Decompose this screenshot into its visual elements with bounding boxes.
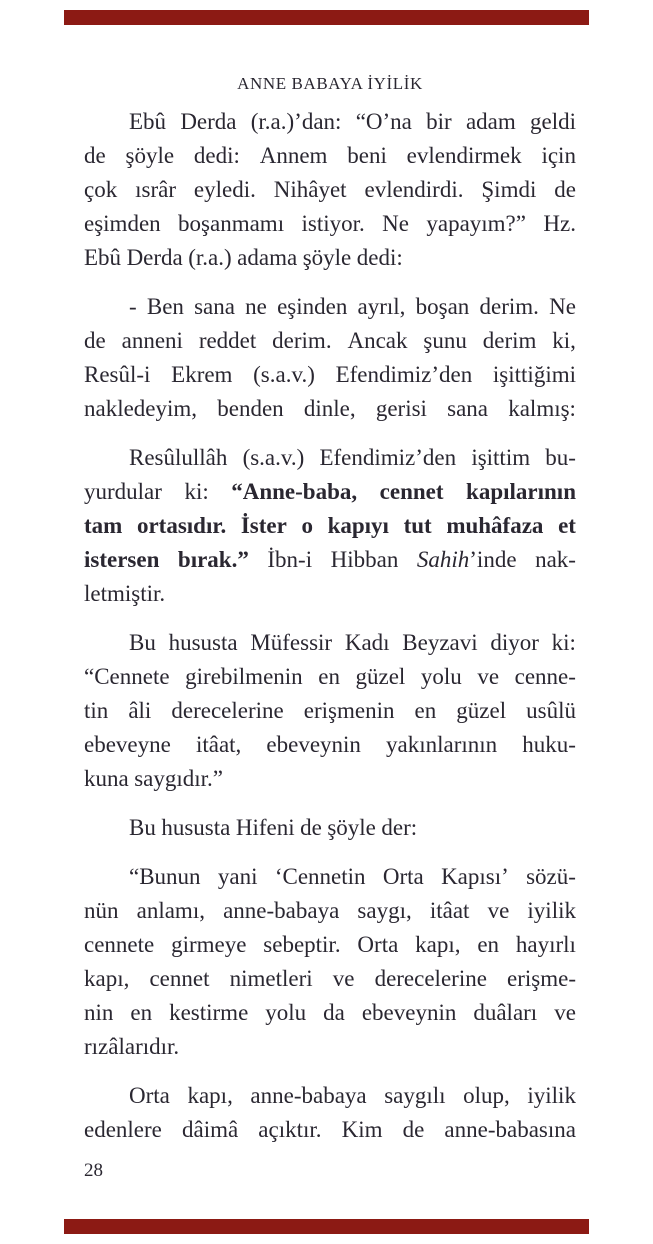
word: geldi xyxy=(530,109,576,134)
word: itâat xyxy=(429,898,470,923)
word: adama xyxy=(237,245,298,270)
word: kestirme xyxy=(169,1000,249,1025)
text-line xyxy=(84,543,576,577)
word: boşan xyxy=(415,294,470,319)
text-line xyxy=(84,139,576,173)
word: de xyxy=(84,143,106,168)
word: “Bunun xyxy=(129,864,201,889)
word: cennet xyxy=(149,966,210,991)
word: “O’na xyxy=(355,109,412,134)
word: Orta xyxy=(382,864,424,889)
word: nimetleri xyxy=(229,966,313,991)
text-line xyxy=(84,762,576,796)
word: Bu xyxy=(129,815,156,840)
word: kapılarının xyxy=(466,479,576,504)
word: rızâlarıdır. xyxy=(84,1034,180,1059)
word: yani xyxy=(217,864,258,889)
word: duâları xyxy=(473,1000,538,1025)
word: kapı, xyxy=(187,1083,233,1108)
text-line xyxy=(84,105,576,139)
word: nün xyxy=(84,898,119,923)
word: (s.a.v.) xyxy=(253,362,315,387)
word: ki, xyxy=(552,328,576,353)
word: hususta xyxy=(168,630,238,655)
word: kapıyı xyxy=(327,513,389,538)
word: girebilmenin xyxy=(185,664,303,689)
word: Kadı xyxy=(344,630,390,655)
word: bir xyxy=(426,109,452,134)
word: dâimâ xyxy=(181,1117,239,1142)
word: erişmenin xyxy=(303,698,395,723)
word: Hifeni xyxy=(235,815,295,840)
text-line xyxy=(84,358,576,392)
word: Derda xyxy=(126,245,183,270)
paragraph xyxy=(84,290,576,426)
text-line xyxy=(84,728,576,762)
word: Orta xyxy=(129,1083,170,1108)
text-line xyxy=(84,1030,576,1064)
word: Hz. xyxy=(543,211,576,236)
text-line xyxy=(84,207,576,241)
word: kalmış: xyxy=(508,396,576,421)
word: bırak.” xyxy=(177,547,249,572)
word: derecelerine xyxy=(374,966,487,991)
word: Orta xyxy=(357,932,399,957)
paragraph xyxy=(84,1079,576,1147)
word: beni xyxy=(347,143,387,168)
word: Annem xyxy=(259,143,328,168)
word: cennet xyxy=(379,479,444,504)
word: anne-babasına xyxy=(444,1117,576,1142)
word: şöyle xyxy=(125,143,175,168)
text-line xyxy=(84,811,576,845)
word: Müfessir xyxy=(250,630,333,655)
word: evlendirmek xyxy=(406,143,522,168)
word: ayrıl, xyxy=(357,294,406,319)
word: dinle, xyxy=(303,396,356,421)
word: Efendimiz’den xyxy=(335,362,473,387)
word: işittiğimi xyxy=(492,362,576,387)
word: ‘Cennetin xyxy=(274,864,366,889)
word: Kim xyxy=(341,1117,383,1142)
word: diyor xyxy=(490,630,539,655)
word: nak- xyxy=(535,547,576,572)
word: muhâfaza xyxy=(446,513,544,538)
text-line xyxy=(84,694,576,728)
word: en xyxy=(477,932,500,957)
text-line xyxy=(84,660,576,694)
word: sebeptir. xyxy=(263,932,341,957)
paragraph xyxy=(84,626,576,796)
text-line xyxy=(84,392,576,426)
word: (s.a.v.) xyxy=(242,445,305,470)
word: tin xyxy=(84,698,109,723)
word: ve xyxy=(332,966,355,991)
word: Resûlullâh xyxy=(129,445,228,470)
text-line xyxy=(84,475,576,509)
word: “Anne-baba, xyxy=(231,479,358,504)
word: kuna xyxy=(84,766,129,791)
text-line xyxy=(84,996,576,1030)
word: ki: xyxy=(551,630,576,655)
word: usûlü xyxy=(526,698,576,723)
word: güzel xyxy=(355,664,406,689)
word: benden xyxy=(217,396,284,421)
word: (r.a.) xyxy=(188,245,232,270)
word: derim. xyxy=(479,294,539,319)
word: anne-babaya xyxy=(223,898,340,923)
word: şunu xyxy=(423,328,467,353)
word: en xyxy=(130,1000,153,1025)
word: Ancak xyxy=(347,328,408,353)
word: Ne xyxy=(549,294,576,319)
word: Beyzavi xyxy=(402,630,478,655)
word: nin xyxy=(84,1000,114,1025)
word: saygıdır.” xyxy=(134,766,224,791)
word: Ben xyxy=(146,294,184,319)
word: anne-babaya xyxy=(250,1083,367,1108)
top-decorative-rule xyxy=(64,10,589,25)
word: şöyle xyxy=(302,245,352,270)
word: ebeveyne xyxy=(84,732,171,757)
word: o xyxy=(301,513,313,538)
word: sana xyxy=(447,396,489,421)
word: kapı, xyxy=(84,966,130,991)
text-line xyxy=(84,509,576,543)
word: (r.a.)’dan: xyxy=(250,109,342,134)
word: yolu xyxy=(265,1000,307,1025)
word: ve xyxy=(477,664,500,689)
word: anneni xyxy=(121,328,183,353)
text-line xyxy=(84,626,576,660)
text-line xyxy=(84,577,576,611)
word: erişme- xyxy=(507,966,576,991)
text-line xyxy=(84,324,576,358)
word: ve xyxy=(554,1000,576,1025)
text-line xyxy=(84,441,576,475)
text-line xyxy=(84,860,576,894)
word: de xyxy=(402,1117,425,1142)
paragraph xyxy=(84,441,576,611)
paragraph xyxy=(84,105,576,275)
word: dedi: xyxy=(356,245,403,270)
word: İbn-i xyxy=(267,547,313,572)
word: Ebû xyxy=(129,109,167,134)
word: Nihâyet xyxy=(273,177,347,202)
word: Efendimiz’den xyxy=(319,445,457,470)
word: hayırlı xyxy=(515,932,576,957)
word: açıktır. xyxy=(258,1117,322,1142)
word: için xyxy=(541,143,576,168)
paragraph xyxy=(84,811,576,845)
word: güzel xyxy=(456,698,507,723)
paragraph xyxy=(84,860,576,1064)
chapter-title: ANNE BABAYA İYİLİK xyxy=(237,74,423,93)
word: cenne- xyxy=(514,664,576,689)
bottom-decorative-rule xyxy=(64,1219,589,1234)
word: Ne xyxy=(382,211,409,236)
text-line xyxy=(84,290,576,324)
word: kapı, xyxy=(415,932,461,957)
word: Ebû xyxy=(84,245,122,270)
word: der: xyxy=(381,815,418,840)
word: eyledi. xyxy=(193,177,256,202)
word: Sahih’inde xyxy=(416,547,517,572)
word: de xyxy=(554,177,576,202)
text-line xyxy=(84,1079,576,1113)
text-line xyxy=(84,173,576,207)
word: saygılı xyxy=(384,1083,446,1108)
word: ne xyxy=(245,294,267,319)
word: işittim xyxy=(471,445,531,470)
text-line xyxy=(84,241,576,275)
word: anlamı, xyxy=(136,898,205,923)
word: Şimdi xyxy=(481,177,537,202)
word: cennete xyxy=(84,932,155,957)
word: letmiştir. xyxy=(84,581,166,606)
word: ki: xyxy=(184,479,209,504)
word: çok xyxy=(84,177,118,202)
word: olup, xyxy=(463,1083,510,1108)
word: de xyxy=(300,815,322,840)
word: âli xyxy=(128,698,152,723)
word: İster xyxy=(240,513,287,538)
word: yolu xyxy=(420,664,462,689)
word: da xyxy=(323,1000,345,1025)
word: Derda xyxy=(180,109,237,134)
text-line xyxy=(84,928,576,962)
word: Ekrem xyxy=(171,362,233,387)
word: iyilik xyxy=(527,1083,576,1108)
word: bu- xyxy=(545,445,576,470)
word: sözü- xyxy=(526,864,576,889)
word: en xyxy=(414,698,437,723)
word: saygı, xyxy=(357,898,412,923)
word: istiyor. xyxy=(301,211,365,236)
word: Hibban xyxy=(330,547,399,572)
word: eşimden xyxy=(84,211,161,236)
word: derim. xyxy=(272,328,332,353)
word: istersen xyxy=(84,547,160,572)
word: itâat, xyxy=(195,732,242,757)
text-line xyxy=(84,1113,576,1147)
word: “Cennete xyxy=(84,664,170,689)
word: hususta xyxy=(161,815,231,840)
word: ebeveynin xyxy=(266,732,361,757)
word: adam xyxy=(465,109,516,134)
word: Bu xyxy=(129,630,156,655)
word: yakınlarının xyxy=(386,732,498,757)
word: en xyxy=(318,664,340,689)
word: tut xyxy=(403,513,432,538)
text-line xyxy=(84,894,576,928)
word: Resûl-i xyxy=(84,362,151,387)
word: ortasıdır. xyxy=(136,513,227,538)
word: ısrâr xyxy=(135,177,176,202)
word: - xyxy=(129,294,137,319)
word: sana xyxy=(194,294,235,319)
word: et xyxy=(558,513,576,538)
word: girmeye xyxy=(171,932,247,957)
word: huku- xyxy=(522,732,576,757)
word: eşinden xyxy=(277,294,348,319)
page-number: 28 xyxy=(84,1160,103,1181)
word: reddet xyxy=(198,328,257,353)
word: boşanmamı xyxy=(178,211,285,236)
word: yapayım?” xyxy=(426,211,526,236)
word: gerisi xyxy=(375,396,427,421)
word: ebeveynin xyxy=(361,1000,457,1025)
word: yurdular xyxy=(84,479,162,504)
word: evlendirdi. xyxy=(364,177,464,202)
word: nakledeyim, xyxy=(84,396,198,421)
word: tam xyxy=(84,513,123,538)
word: derim xyxy=(482,328,537,353)
text-line xyxy=(84,962,576,996)
word: derecelerine xyxy=(171,698,284,723)
word: iyilik xyxy=(527,898,576,923)
page-text xyxy=(84,105,576,1162)
word: ve xyxy=(487,898,510,923)
word: de xyxy=(84,328,106,353)
word: dedi: xyxy=(193,143,240,168)
word: şöyle xyxy=(327,815,376,840)
word: Kapısı’ xyxy=(441,864,509,889)
word: edenlere xyxy=(84,1117,162,1142)
